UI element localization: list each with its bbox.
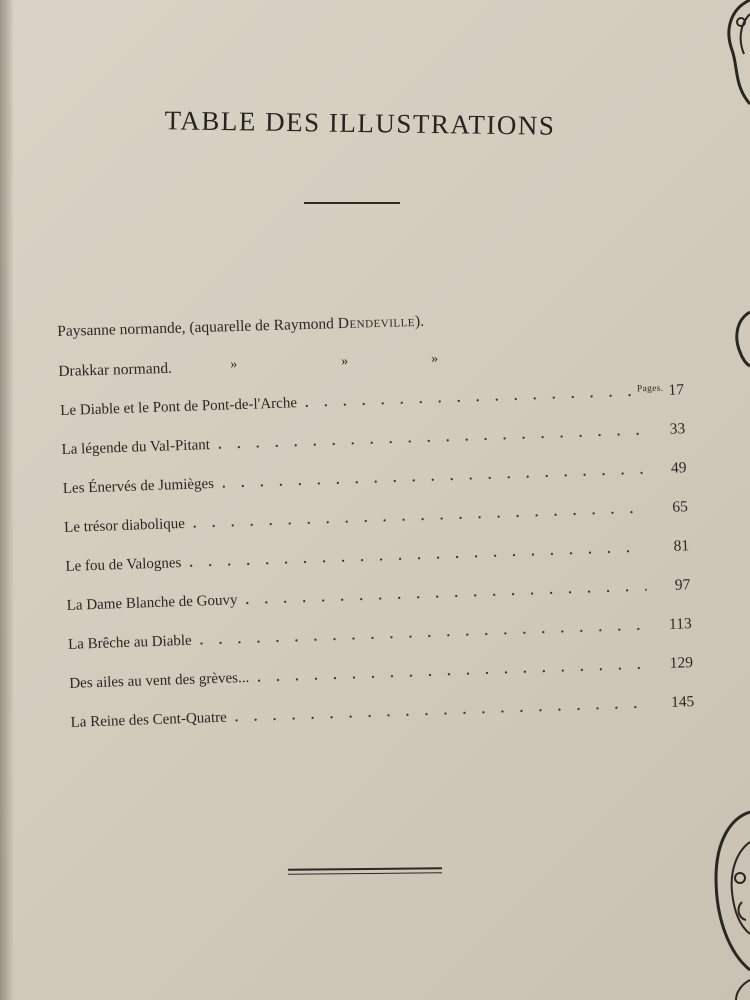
page-number: 129 [669, 654, 694, 672]
page-number: 145 [670, 693, 695, 711]
plate-artist: Dendeville [337, 313, 416, 333]
page-number: 81 [673, 537, 690, 555]
illustration-title: Le Diable et le Pont de Pont-de-l'Arche [60, 395, 298, 419]
page-number: 33 [669, 420, 686, 438]
page-number: 113 [668, 615, 692, 633]
ditto-mark: » [230, 356, 238, 373]
ornament-mid-right-icon [728, 308, 750, 368]
illustrations-list [60, 381, 695, 752]
plate-text: Drakkar normand. [58, 359, 173, 380]
illustration-title: La Reine des Cent-Quatre [70, 709, 228, 731]
page-number: 17 [668, 381, 685, 399]
illustration-title: La Dame Blanche de Gouvy [66, 592, 238, 614]
ditto-mark: » [340, 353, 349, 370]
illustration-title: La Brêche au Diable [67, 632, 192, 653]
illustration-title: Le fou de Valognes [65, 555, 182, 575]
page-title: TABLE DES ILLUSTRATIONS [164, 105, 556, 141]
page-number: 97 [674, 576, 691, 594]
closing-double-rule [288, 867, 442, 875]
illustration-title: La légende du Val-Pitant [61, 437, 211, 458]
plate-tail: ). [414, 312, 425, 330]
page-gutter-shadow [0, 0, 14, 1000]
pages-column-label: Pages. [636, 383, 664, 395]
illustration-title: Le trésor diabolique [63, 515, 186, 536]
page-number: 65 [672, 498, 689, 516]
title-rule [304, 202, 400, 204]
plate-text: Paysanne normande, (aquarelle de Raymond [57, 315, 339, 340]
illustration-title: Des ailes au vent des grèves... [69, 669, 250, 692]
page-number: 49 [670, 459, 687, 477]
illustration-title: Les Énervés de Jumièges [62, 475, 215, 497]
ditto-mark: » [430, 351, 439, 367]
ornament-bottom-right-icon [706, 808, 750, 1000]
ornament-top-right-icon [710, 0, 750, 110]
